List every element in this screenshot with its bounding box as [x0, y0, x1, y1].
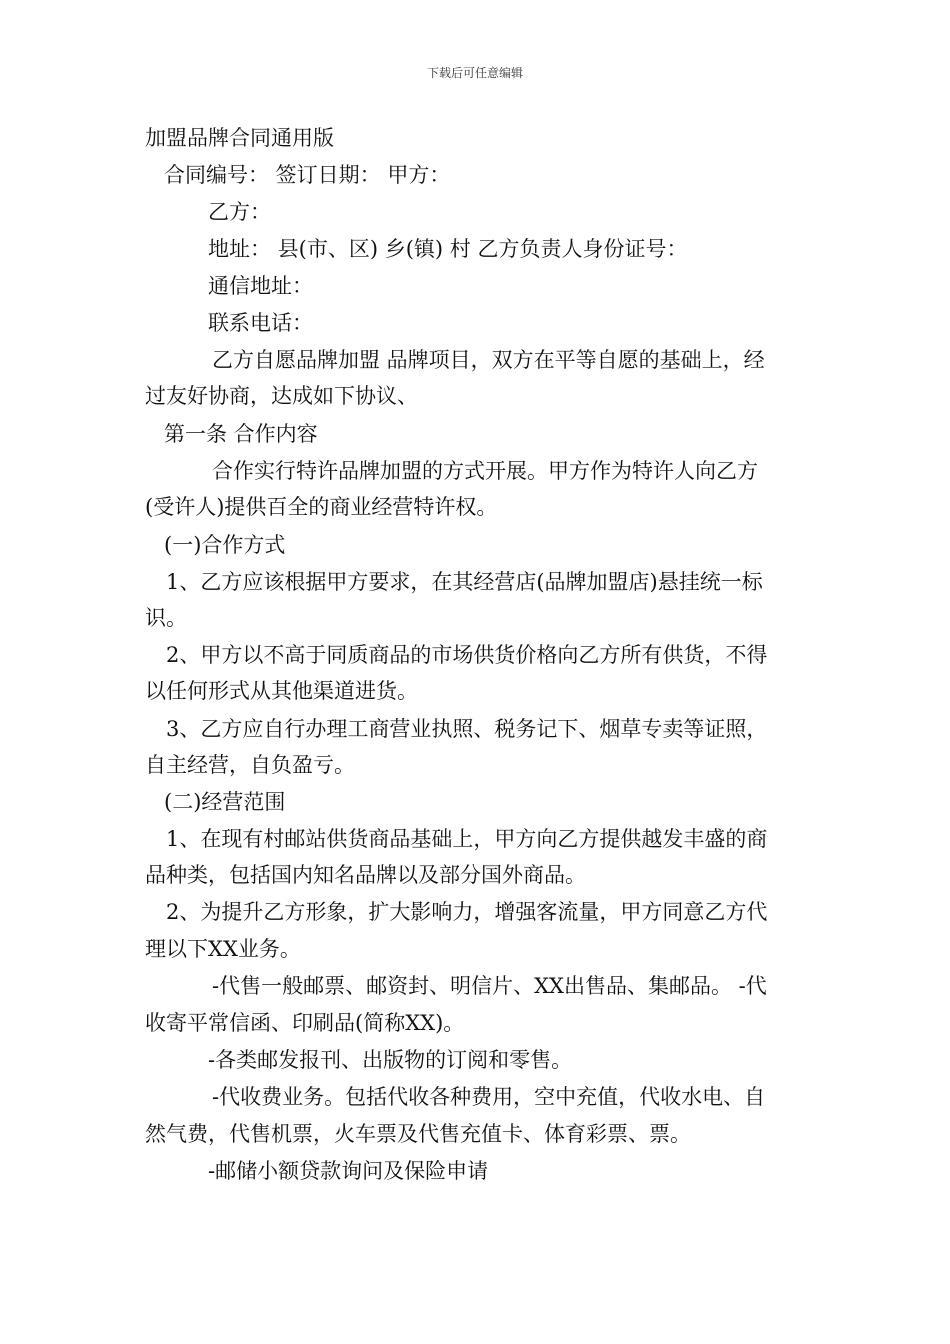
document-title: 加盟品牌合同通用版 [145, 126, 334, 150]
paragraph-line: 识。 [145, 606, 187, 630]
paragraph-line: 2、为提升乙方形象，扩大影响力，增强客流量，甲方同意乙方代 [166, 900, 768, 924]
address-line: 地址： 县(市、区) 乡(镇) 村 乙方负责人身份证号： [208, 237, 688, 261]
paragraph-line: 1、在现有村邮站供货商品基础上，甲方向乙方提供越发丰盛的商 [166, 827, 768, 851]
paragraph-line: -邮储小额贷款询问及保险申请 [208, 1159, 489, 1183]
paragraph-line: 1、乙方应该根据甲方要求，在其经营店(品牌加盟店)悬挂统一标 [166, 570, 763, 594]
paragraph-line: 乙方自愿品牌加盟 品牌项目，双方在平等自愿的基础上，经 [212, 348, 765, 372]
paragraph-line: 3、乙方应自行办理工商营业执照、税务记下、烟草专卖等证照， [166, 717, 768, 741]
paragraph-line: -各类邮发报刊、出版物的订阅和零售。 [208, 1048, 573, 1072]
paragraph-line: 收寄平常信函、印刷品(简称XX)。 [145, 1011, 465, 1035]
paragraph-line: -代收费业务。包括代收各种费用，空中充值，代收水电、自 [212, 1085, 766, 1109]
party-b-line: 乙方： [208, 200, 271, 224]
subsection-heading: (二)经营范围 [164, 790, 286, 814]
paragraph-line: 理以下XX业务。 [145, 937, 301, 961]
paragraph-line: 以任何形式从其他渠道进货。 [145, 679, 418, 703]
paragraph-line: 然气费，代售机票，火车票及代售充值卡、体育彩票、票。 [145, 1122, 691, 1146]
subsection-heading: (一)合作方式 [164, 533, 286, 557]
paragraph-line: 合作实行特许品牌加盟的方式开展。甲方作为特许人向乙方 [212, 459, 758, 483]
paragraph-line: 2、甲方以不高于同质商品的市场供货价格向乙方所有供货，不得 [166, 643, 768, 667]
paragraph-line: -代售一般邮票、邮资封、明信片、XX出售品、集邮品。 -代 [212, 974, 767, 998]
paragraph-line: 品种类，包括国内知名品牌以及部分国外商品。 [145, 863, 586, 887]
page-header: 下载后可任意编辑 [426, 66, 523, 80]
paragraph-line: (受许人)提供百全的商业经营特许权。 [145, 495, 498, 519]
paragraph-line: 自主经营，自负盈亏。 [145, 753, 355, 777]
mailing-address-line: 通信地址： [208, 274, 313, 298]
section-heading: 第一条 合作内容 [164, 422, 318, 446]
paragraph-line: 过友好协商，达成如下协议、 [145, 384, 418, 408]
contract-info-line: 合同编号： 签订日期： 甲方： [164, 163, 451, 187]
phone-line: 联系电话： [208, 311, 313, 335]
